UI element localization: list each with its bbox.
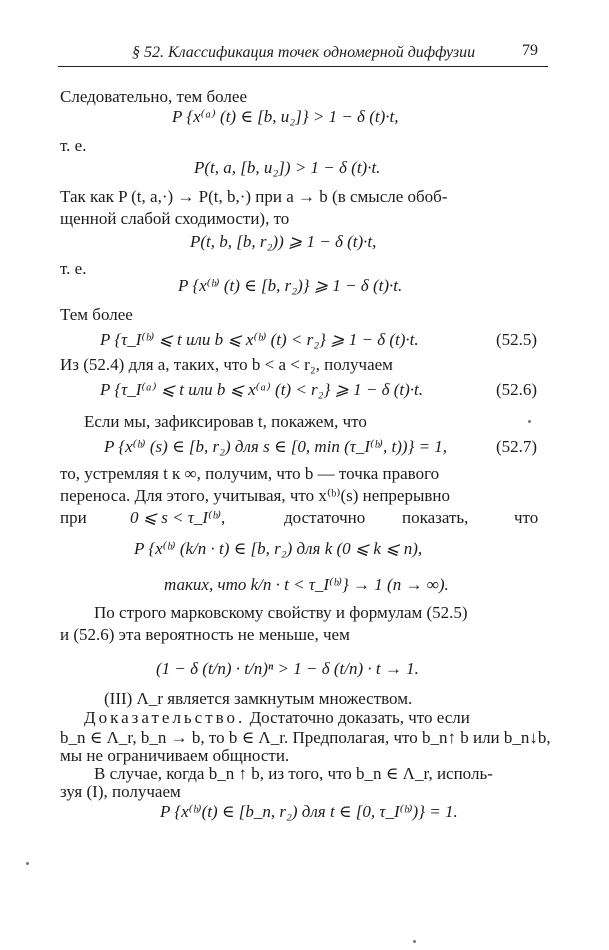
text-line: По строго марковскому свойству и формулам (52.5) xyxy=(94,603,468,622)
equation: P {x⁽ᵇ⁾ (k/n · t) ∈ [b, r₂) для k (0 ⩽ k ⩽ n), xyxy=(134,539,423,558)
equation: P {x⁽ᵇ⁾ (t) ∈ [b, r₂)} ⩾ 1 − δ (t)·t. xyxy=(178,276,403,295)
scan-speck xyxy=(413,940,416,943)
equation: P(t, a, [b, u₂]) > 1 − δ (t)·t. xyxy=(194,158,381,177)
text-line-part: достаточно xyxy=(284,508,366,527)
equation: P {τ_I⁽ᵃ⁾ ⩽ t или b ⩽ x⁽ᵃ⁾ (t) < r₂} ⩾ 1 − δ (t)·t. xyxy=(100,380,424,399)
text-line: щенной слабой сходимости), то xyxy=(60,209,290,228)
text-line: В случае, когда b_n ↑ b, из того, что b_n ∈ Λ_r, исполь- xyxy=(94,764,493,783)
proof-label: Доказательство. xyxy=(84,708,246,727)
equation: P {τ_I⁽ᵇ⁾ ⩽ t или b ⩽ x⁽ᵇ⁾ (t) < r₂} ⩾ 1 − δ (t)·t. xyxy=(100,330,419,349)
text-line: переноса. Для этого, учитывая, что x⁽ᵇ⁾(s) непрерывно xyxy=(60,486,451,505)
equation: P {x⁽ᵇ⁾ (s) ∈ [b, r₂) для s ∈ [0, min (τ_I⁽ᵇ⁾, t))} = 1, xyxy=(104,437,448,456)
equation-number: (52.6) xyxy=(496,380,538,399)
text-line: т. е. xyxy=(60,259,87,278)
scan-speck xyxy=(26,862,29,865)
equation: P(t, b, [b, r₂)) ⩾ 1 − δ (t)·t, xyxy=(190,232,377,251)
equation: (1 − δ (t/n) · t/n)ⁿ > 1 − δ (t/n) · t → 1. xyxy=(156,659,419,678)
text-line: (III) Λ_r является замкнутым множеством. xyxy=(104,689,413,708)
text-line-part: при xyxy=(60,508,87,527)
running-header: § 52. Классификация точек одномерной диффузии xyxy=(132,44,476,61)
text-line: Тем более xyxy=(60,305,133,324)
equation: P {x⁽ᵃ⁾ (t) ∈ [b, u₂]} > 1 − δ (t)·t, xyxy=(172,107,399,126)
proof-text: Достаточно доказать, что если xyxy=(245,708,470,727)
scan-speck xyxy=(528,420,531,423)
equation-number: (52.5) xyxy=(496,330,538,349)
text-line: зуя (I), получаем xyxy=(60,782,181,801)
text-line: Если мы, зафиксировав t, покажем, что xyxy=(84,412,367,431)
text-line: Так как P (t, a,·) → P(t, b,·) при a → b (в смысле обоб- xyxy=(60,187,448,206)
page-number: 79 xyxy=(522,42,538,59)
text-line: b_n ∈ Λ_r, b_n → b, то b ∈ Λ_r. Предполагая, что b_n↑ b или b_n↓b, xyxy=(60,728,551,747)
text-line xyxy=(84,707,470,729)
equation-number: (52.7) xyxy=(496,437,538,456)
text-line-part: показать, xyxy=(402,508,469,527)
equation: таких, что k/n · t < τ_I⁽ᵇ⁾} → 1 (n → ∞). xyxy=(164,575,449,594)
text-line: т. е. xyxy=(60,136,87,155)
text-line: Следовательно, тем более xyxy=(60,87,247,106)
text-line-part: что xyxy=(514,508,539,527)
text-line: и (52.6) эта вероятность не меньше, чем xyxy=(60,625,350,644)
header-rule xyxy=(58,66,548,67)
text-line: Из (52.4) для a, таких, что b < a < r₂, получаем xyxy=(60,355,393,374)
text-line: мы не ограничиваем общности. xyxy=(60,746,290,765)
text-line: то, устремляя t к ∞, получим, что b — точка правого xyxy=(60,464,440,483)
equation: P {x⁽ᵇ⁾(t) ∈ [b_n, r₂) для t ∈ [0, τ_I⁽ᵇ⁾)} = 1. xyxy=(160,802,458,821)
text-line-part: 0 ⩽ s < τ_I⁽ᵇ⁾, xyxy=(130,508,226,527)
